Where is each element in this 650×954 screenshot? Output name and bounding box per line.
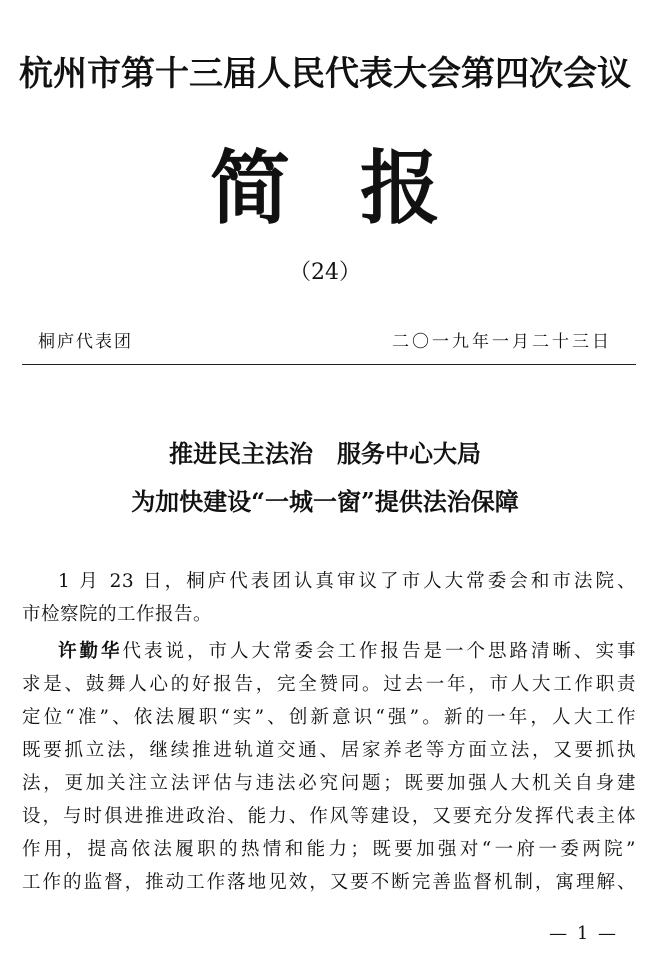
document-title: 简报 [210, 141, 510, 235]
paragraph-2-line: 法，更加关注立法评估与违法必究问题；既要加强人大机关自身建 [22, 773, 636, 794]
article-headline-line-1: 推进民主法治 服务中心大局 [169, 439, 481, 468]
paragraph-1-line: 1 月 23 日，桐庐代表团认真审议了市人大常委会和市法院、 [58, 571, 636, 592]
issue-date: 二〇一九年一月二十三日 [392, 332, 612, 352]
paragraph-1-line: 市检察院的工作报告。 [22, 604, 213, 625]
paragraph-2-line: 作用，提高依法履职的热情和能力；既要加强对“一府一委两院” [22, 839, 636, 860]
paragraph-2-line: 既要抓立法，继续推进轨道交通、居家养老等方面立法，又要抓执 [22, 740, 636, 761]
delegation-name: 桐庐代表团 [38, 332, 133, 352]
article-headline-line-2: 为加快建设“一城一窗”提供法治保障 [131, 487, 519, 516]
issue-number: （24） [289, 260, 361, 285]
meeting-title: 杭州市第十三届人民代表大会第四次会议 [19, 54, 631, 94]
paragraph-2-line: 工作的监督，推动工作落地见效，又要不断完善监督机制，寓理解、 [22, 872, 636, 893]
paragraph-2-first-line [58, 640, 636, 664]
paragraph-2-line: 求是、鼓舞人心的好报告，完全赞同。过去一年，市人大工作职责 [22, 674, 636, 695]
header-divider [22, 364, 636, 365]
paragraph-2-line: 设，与时俱进推进政治、能力、作风等建设，又要充分发挥代表主体 [22, 806, 636, 827]
speaker-name: 许勤华 [58, 641, 123, 662]
paragraph-2-line: 代表说，市人大常委会工作报告是一个思路清晰、实事 [122, 641, 636, 662]
paragraph-2-line: 定位“准”、依法履职“实”、创新意识“强”。新的一年，人大工作 [22, 707, 636, 728]
page-number: — 1 — [549, 923, 618, 944]
